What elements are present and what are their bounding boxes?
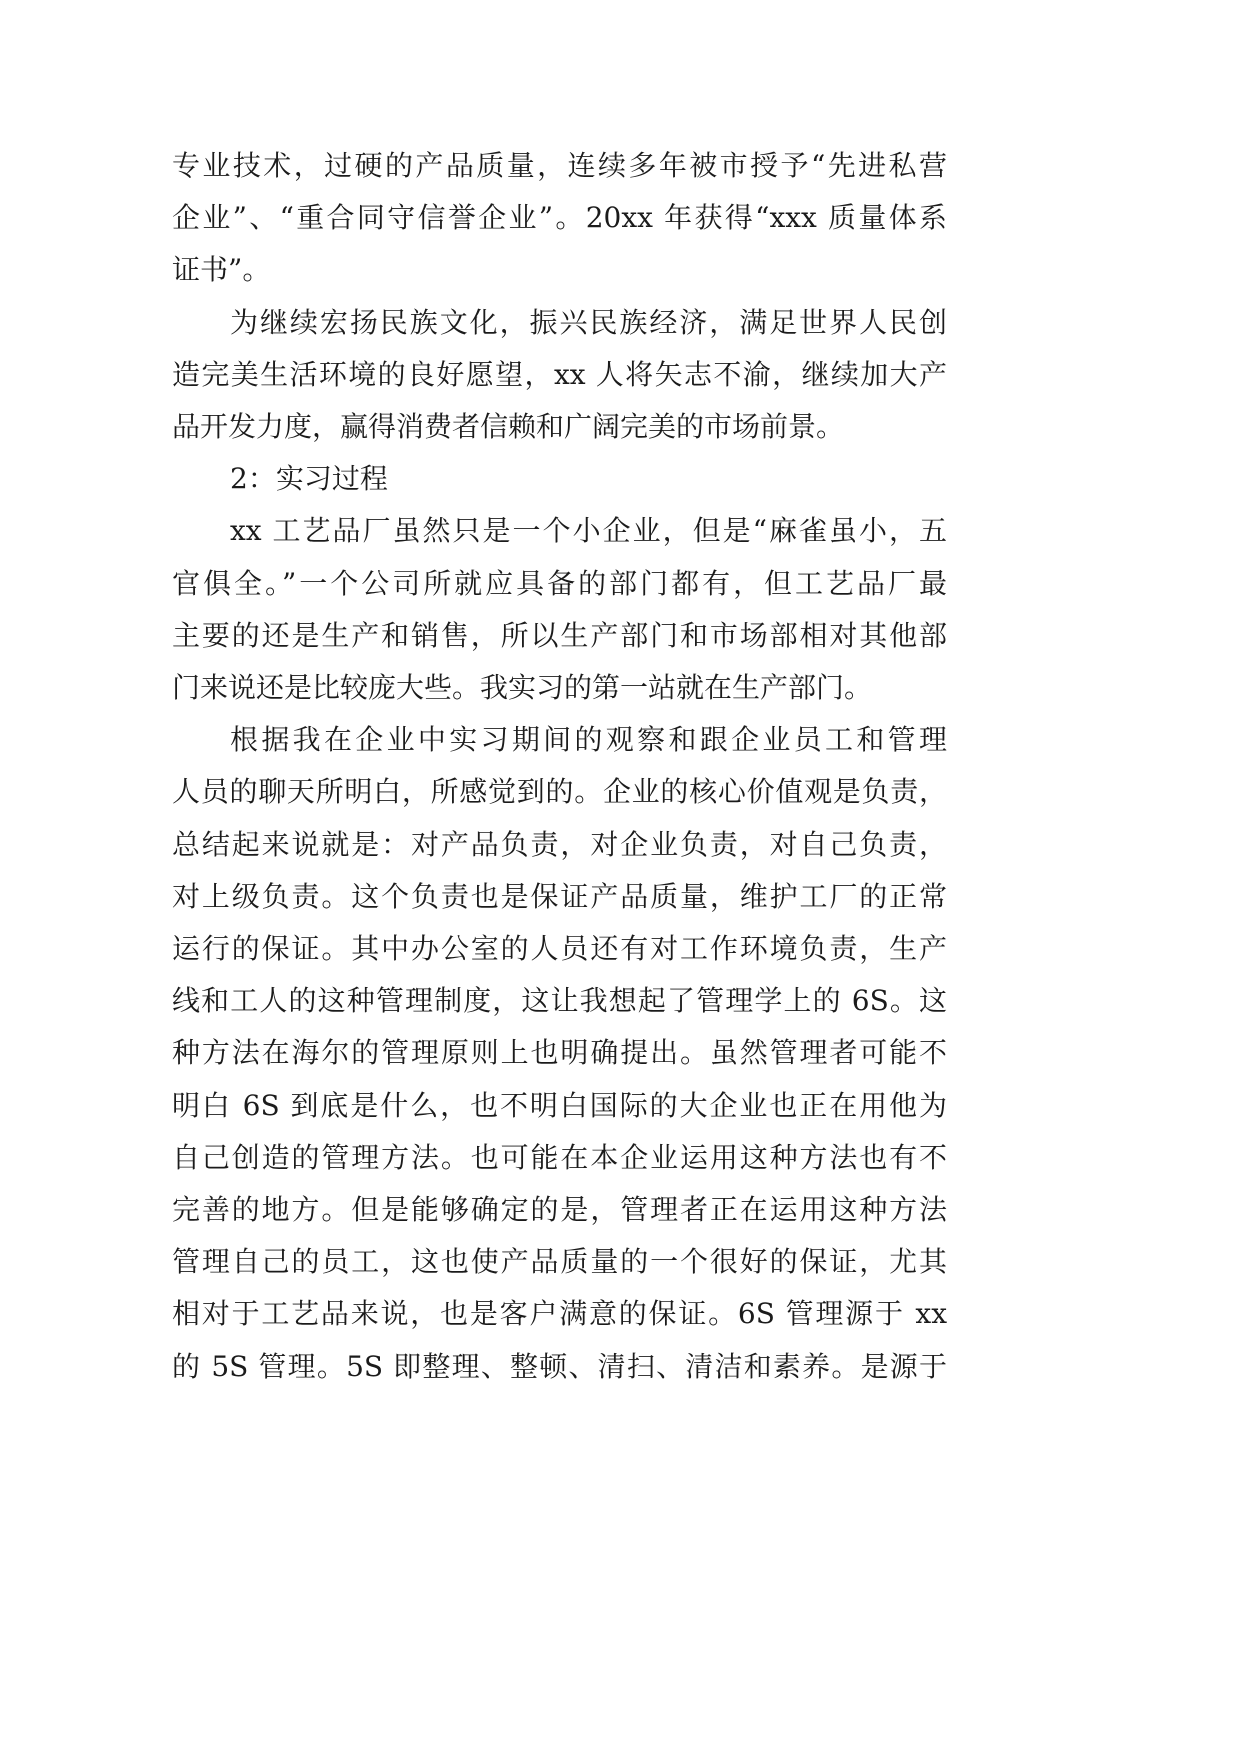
text-line: 对上级负责。这个负责也是保证产品质量，维护工厂的正常 bbox=[172, 879, 947, 913]
text-line: 明白 6S 到底是什么，也不明白国际的大企业也正在用他为 bbox=[172, 1088, 947, 1122]
text-line: 门来说还是比较庞大些。我实习的第一站就在生产部门。 bbox=[172, 671, 873, 705]
text-line: 运行的保证。其中办公室的人员还有对工作环境负责，生产 bbox=[172, 932, 947, 966]
text-line: 相对于工艺品来说，也是客户满意的保证。6S 管理源于 xx bbox=[172, 1297, 947, 1331]
text-line: 自己创造的管理方法。也可能在本企业运用这种方法也有不 bbox=[172, 1140, 947, 1174]
text-line: 种方法在海尔的管理原则上也明确提出。虽然管理者可能不 bbox=[172, 1036, 947, 1070]
text-line: 证书”。 bbox=[172, 253, 271, 287]
text-line: 为继续宏扬民族文化，振兴民族经济，满足世界人民创 bbox=[230, 305, 947, 339]
text-line: 的 5S 管理。5S 即整理、整顿、清扫、清洁和素养。是源于 bbox=[172, 1349, 947, 1383]
text-line: 总结起来说就是：对产品负责，对企业负责，对自己负责， bbox=[172, 827, 947, 861]
text-line: 人员的聊天所明白，所感觉到的。企业的核心价值观是负责， bbox=[172, 775, 947, 809]
body-text bbox=[172, 140, 947, 1393]
text-line: 主要的还是生产和销售，所以生产部门和市场部相对其他部 bbox=[172, 618, 947, 652]
paragraph-management-values bbox=[172, 714, 947, 1393]
text-line: 品开发力度，赢得消费者信赖和广阔完美的市场前景。 bbox=[172, 410, 845, 444]
text-line: 根据我在企业中实习期间的观察和跟企业员工和管理 bbox=[230, 723, 947, 757]
text-line: 线和工人的这种管理制度，这让我想起了管理学上的 6S。这 bbox=[172, 984, 947, 1018]
text-line: 造完美生活环境的良好愿望，xx 人将矢志不渝，继续加大产 bbox=[172, 357, 947, 391]
section-heading-text: 2：实习过程 bbox=[230, 462, 388, 496]
text-line: 管理自己的员工，这也使产品质量的一个很好的保证，尤其 bbox=[172, 1245, 947, 1279]
text-line: 官俱全。”一个公司所就应具备的部门都有，但工艺品厂最 bbox=[172, 566, 947, 600]
section-heading bbox=[172, 453, 947, 505]
paragraph-company-vision bbox=[172, 297, 947, 454]
paragraph-factory-overview bbox=[172, 505, 947, 714]
paragraph-company-honors bbox=[172, 140, 947, 297]
text-line: 专业技术，过硬的产品质量，连续多年被市授予“先进私营 bbox=[172, 149, 947, 182]
text-line: xx 工艺品厂虽然只是一个小企业，但是“麻雀虽小，五 bbox=[230, 514, 947, 548]
text-line: 完善的地方。但是能够确定的是，管理者正在运用这种方法 bbox=[172, 1193, 947, 1227]
text-line: 企业”、“重合同守信誉企业”。20xx 年获得“xxx 质量体系 bbox=[172, 201, 947, 235]
